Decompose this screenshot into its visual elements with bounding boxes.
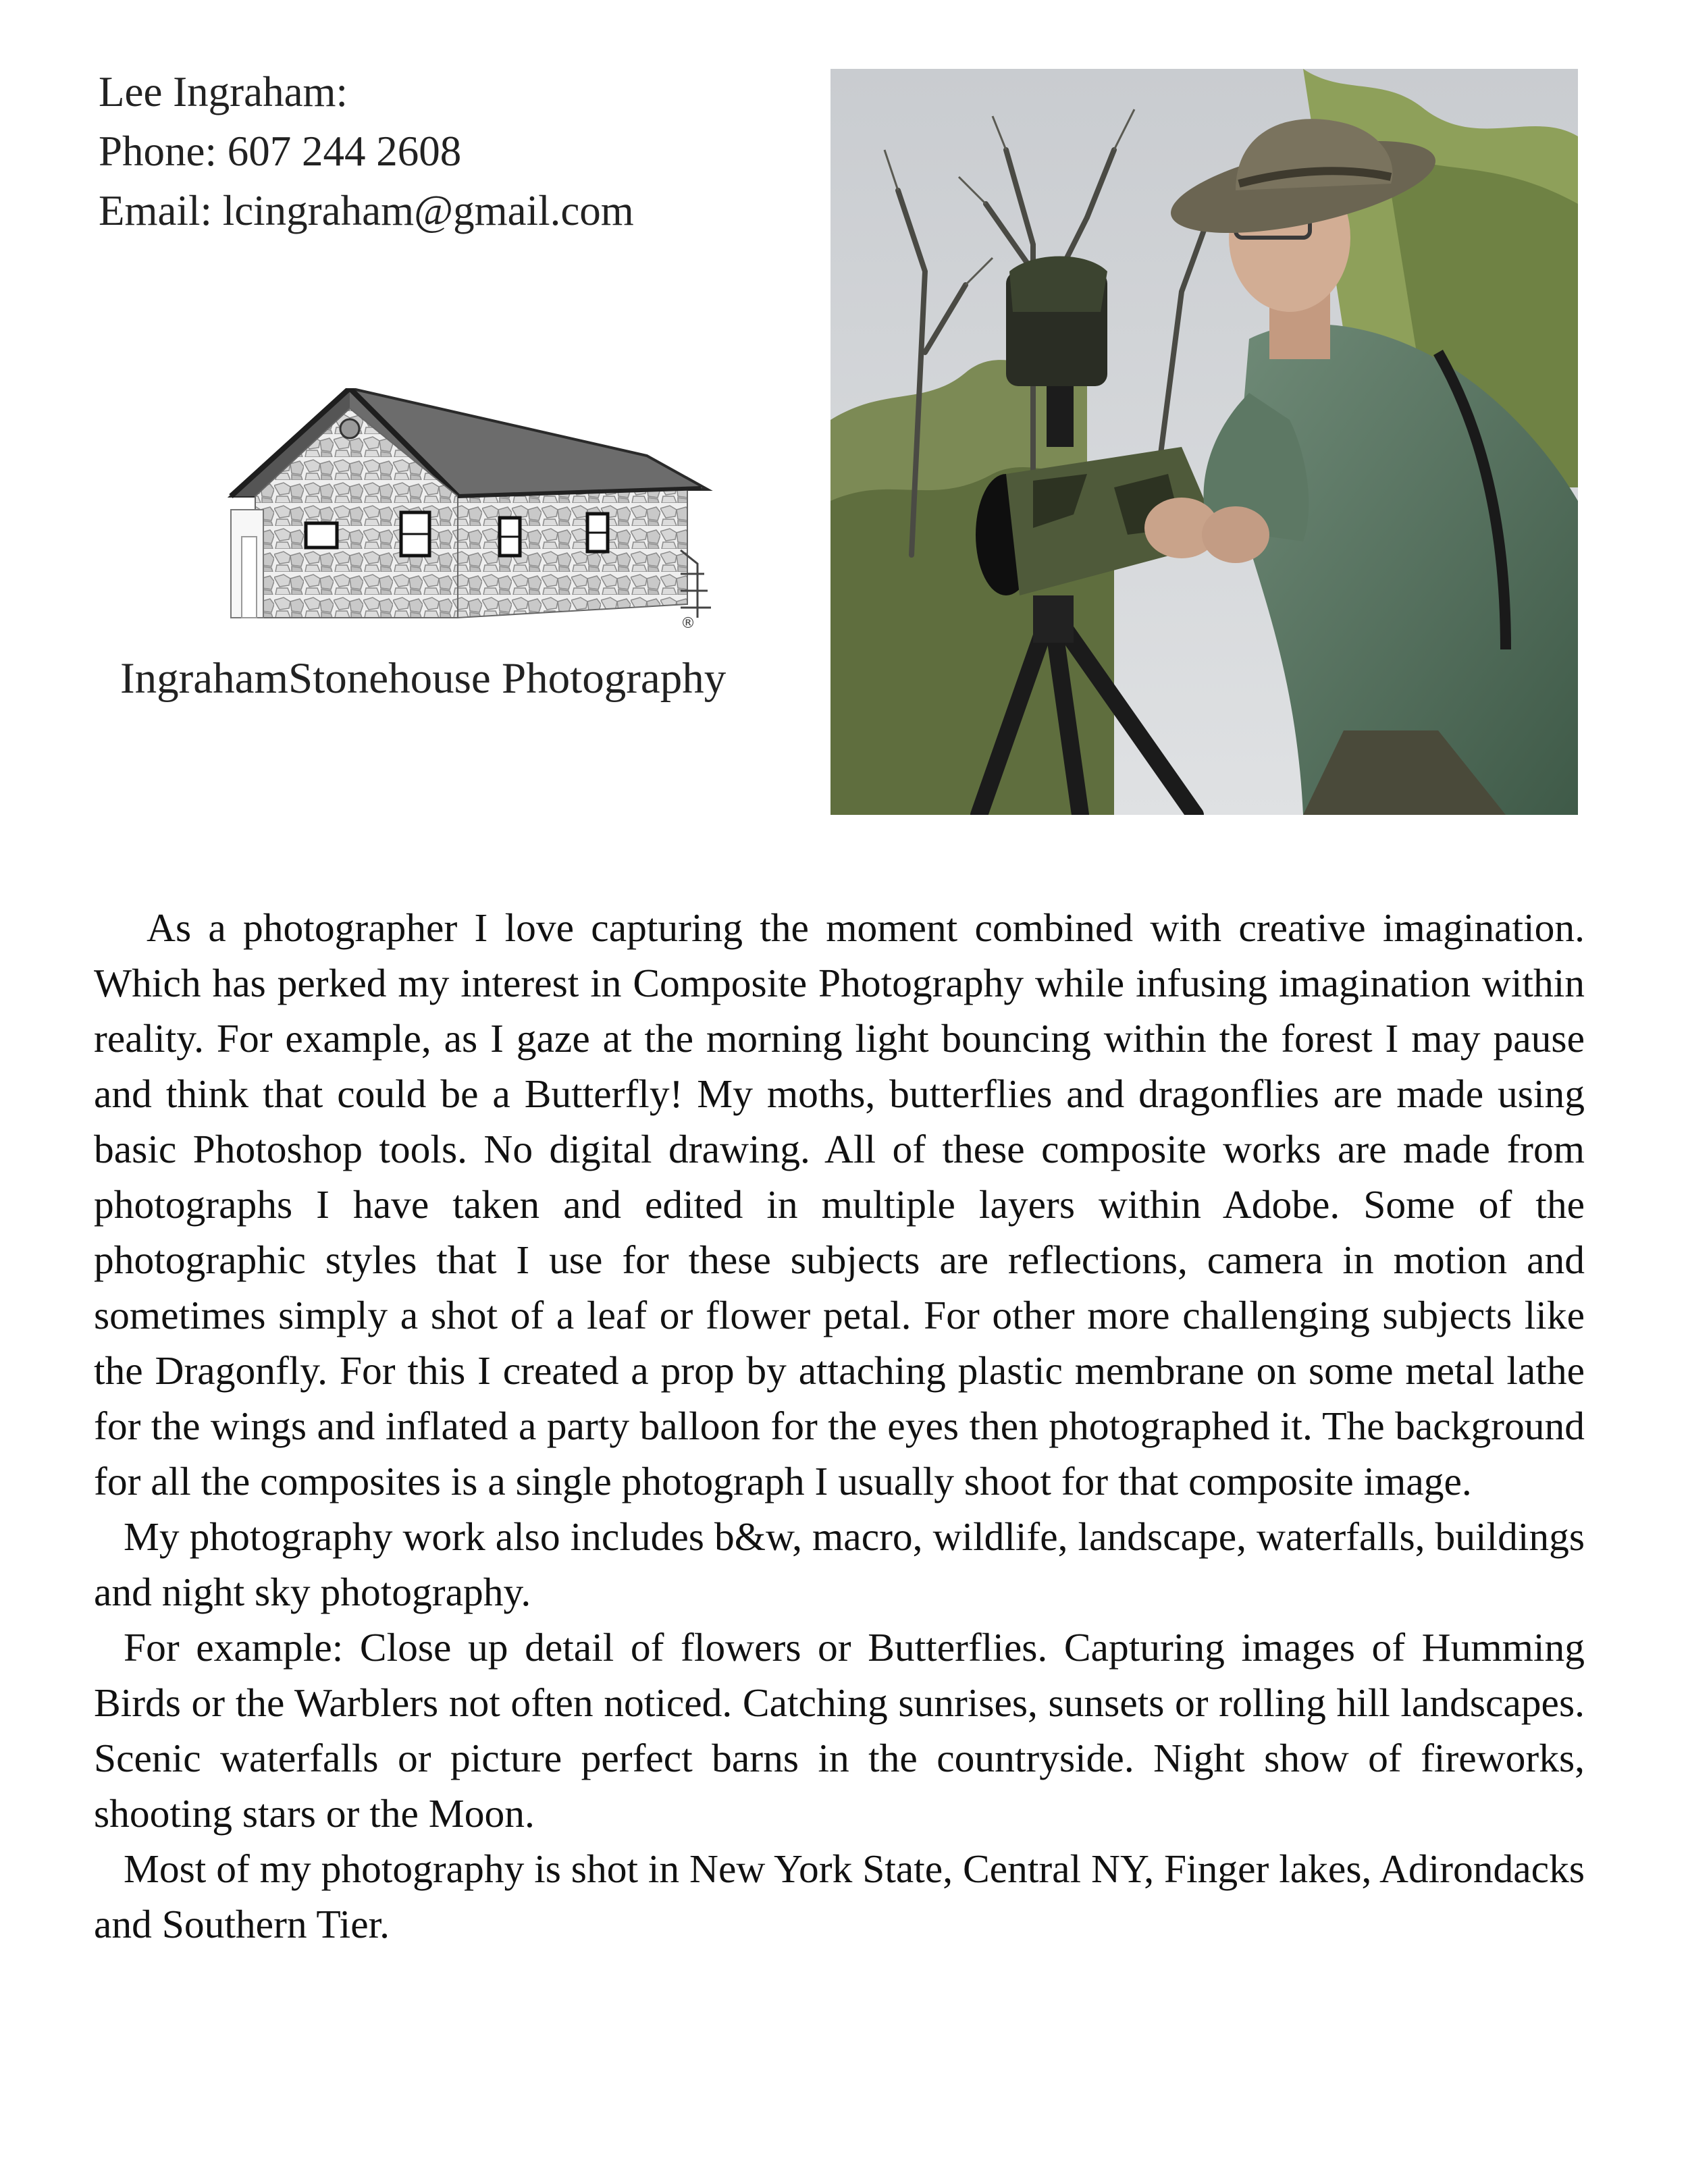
bio-paragraph: As a photographer I love capturing the moment combined with creative imagination. Which has perked my interest in Composite Photography while infusing imagination within reality. For example, as I gaze at the morning light bouncing within the forest I may pause and think that could be a Butterfly! My moths, butterflies and dragonflies are made using basic Photoshop tools. No digital drawing. All of these composite works are made from photographs I have taken and edited in multiple layers within Adobe. Some of the photographic styles that I use for these subjects are reflections, camera in motion and sometimes simply a shot of a leaf or flower petal. For other more challenging subjects like the Dragonfly. For this I created a prop by attaching plastic membrane on some metal lathe for the wings and inflated a party balloon for the eyes then photographed it. The background for all the composites is a single photograph I usually shoot for that composite image.	[94, 905, 1585, 1503]
bio-paragraph: Most of my photography is shot in New York State, Central NY, Finger lakes, Adirondacks and Southern Tier.	[94, 1846, 1585, 1946]
contact-phone: Phone: 607 244 2608	[99, 128, 462, 175]
registered-mark: ®	[681, 615, 695, 631]
contact-email: Email: lcingraham@gmail.com	[99, 187, 634, 234]
bio-paragraph: For example: Close up detail of flowers or Butterflies. Capturing images of Humming Birds or the Warblers not often noticed. Catching sunrises, sunsets or rolling hill landscapes. Scenic waterfalls or picture perfect barns in the countryside. Night show of fireworks, shooting stars or the Moon.	[94, 1625, 1585, 1836]
contact-name: Lee Ingraham:	[99, 68, 348, 115]
stone-house-logo-icon	[215, 388, 714, 631]
bio-text	[94, 900, 1585, 1952]
brand-name: IngrahamStonehouse Photography	[120, 654, 727, 703]
photographer-photo	[830, 69, 1578, 815]
contact-block	[99, 62, 774, 240]
bio-paragraph: My photography work also includes b&w, macro, wildlife, landscape, waterfalls, buildings and night sky photography.	[94, 1514, 1585, 1614]
